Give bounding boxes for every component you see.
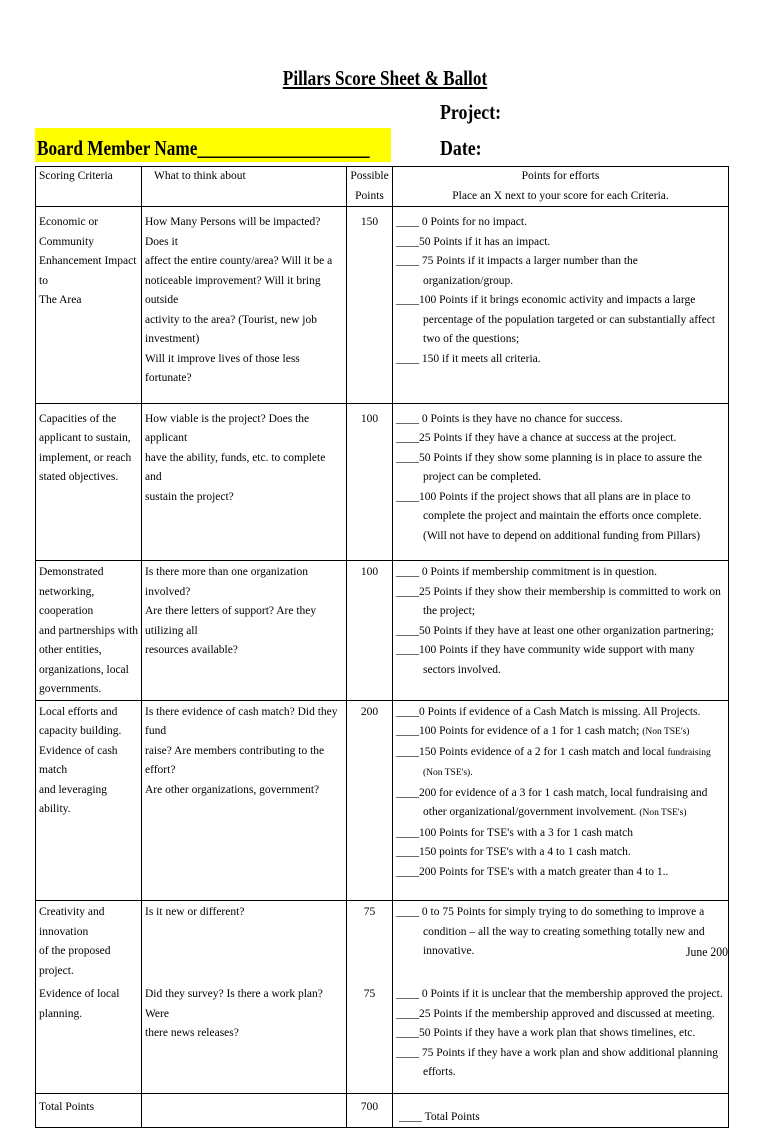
think-cell: [142, 207, 347, 404]
think-line: activity to the area? (Tourist, new job investment): [145, 313, 317, 345]
efforts-cell: [393, 983, 729, 1093]
score-option[interactable]: ____ 75 Points if they have a work plan and show additional planning efforts.: [396, 1046, 718, 1078]
criteria-line: networking, cooperation: [39, 585, 95, 617]
score-option-text: ____100 Points for evidence of a 1 for 1 cash match;: [396, 725, 643, 737]
criteria-cell: [36, 561, 142, 701]
think-line: Are there letters of support? Are they utilizing all: [145, 605, 317, 637]
table-row: [36, 901, 729, 984]
criteria-line: stated objectives.: [39, 471, 119, 483]
score-option-note: (Non TSE's): [639, 808, 687, 818]
efforts-cell: [393, 403, 729, 561]
think-line: Is there evidence of cash match? Did they fund: [145, 705, 338, 737]
criteria-line: Economic or Community: [39, 216, 99, 248]
think-line: affect the entire county/area? Will it be a: [145, 255, 333, 267]
think-line: Will it improve lives of those less fortunate?: [145, 352, 300, 384]
total-think-cell: [142, 1093, 347, 1128]
criteria-line: and partnerships with: [39, 624, 139, 637]
criteria-line: Local efforts and: [39, 705, 118, 718]
total-score-field[interactable]: ____ Total Points: [393, 1093, 729, 1128]
efforts-cell: [393, 700, 729, 901]
think-cell: [142, 901, 347, 984]
score-option[interactable]: ____ 0 to 75 Points for simply trying to do something to improve a condition – all the way to creating something totally new and innovative.: [396, 906, 705, 957]
col-header-possible: Possible Points: [347, 167, 393, 207]
criteria-line: Enhancement Impact to: [39, 255, 137, 287]
score-option[interactable]: [396, 743, 725, 784]
date-label: Date:: [440, 136, 482, 160]
score-option[interactable]: [396, 722, 725, 743]
think-line: Did they survey? Is there a work plan? Were: [145, 988, 323, 1020]
criteria-line: Evidence of cash match: [39, 744, 118, 776]
board-member-name-field[interactable]: Board Member Name____________________: [37, 136, 370, 160]
score-option[interactable]: ____ 0 Points if it is unclear that the membership approved the project.: [396, 988, 723, 1000]
score-option-text: ____100 Points for TSE's with a 3 for 1 cash match: [396, 826, 633, 839]
think-line: Is it new or different?: [145, 906, 245, 918]
think-cell: [142, 983, 347, 1093]
score-option[interactable]: ____ 0 Points is they have no chance for success.: [396, 412, 623, 425]
criteria-cell: [36, 403, 142, 561]
col-header-criteria: Scoring Criteria: [36, 167, 142, 207]
think-line: raise? Are members contributing to the effort?: [145, 744, 325, 776]
score-option[interactable]: ____ 75 Points if it impacts a larger number than the organization/group.: [396, 255, 638, 287]
score-option[interactable]: [396, 824, 725, 844]
think-line: resources available?: [145, 644, 238, 656]
score-option-text: ____150 Points evidence of a 2 for 1 cash match and local: [396, 745, 668, 758]
think-cell: [142, 700, 347, 901]
table-row: [36, 700, 729, 901]
total-points: 700: [347, 1093, 393, 1128]
total-label: Total Points: [36, 1093, 142, 1128]
criteria-line: Evidence of local: [39, 988, 120, 1000]
criteria-line: Demonstrated: [39, 566, 104, 578]
score-option[interactable]: ____ 150 if it meets all criteria.: [396, 352, 541, 365]
table-row: [36, 207, 729, 404]
score-option[interactable]: ____50 Points if they show some planning is in place to assure the project can be completed.: [396, 451, 702, 483]
criteria-line: applicant to sustain,: [39, 432, 131, 444]
possible-points: 150: [347, 207, 393, 404]
score-option-text: ____200 Points for TSE's with a match greater than 4 to 1..: [396, 865, 669, 878]
criteria-line: and leveraging ability.: [39, 783, 108, 815]
score-option[interactable]: [396, 703, 725, 723]
criteria-line: Capacities of the: [39, 412, 117, 425]
score-option[interactable]: ____50 Points if it has an impact.: [396, 235, 551, 248]
score-option[interactable]: ____25 Points if the membership approved and discussed at meeting.: [396, 1007, 715, 1020]
think-line: noticeable improvement? Will it bring outside: [145, 274, 321, 306]
score-option[interactable]: ____ 0 Points if membership commitment is in question.: [396, 566, 657, 578]
footer-date: June 200: [686, 944, 728, 959]
criteria-cell: [36, 700, 142, 901]
score-option[interactable]: ____25 Points if they show their membership is committed to work on the project;: [396, 585, 721, 617]
score-option[interactable]: [396, 863, 725, 883]
criteria-cell: [36, 901, 142, 984]
col-header-think: What to think about: [142, 167, 347, 207]
criteria-line: other entities,: [39, 644, 102, 656]
efforts-cell: [393, 561, 729, 701]
total-row: [36, 1093, 729, 1128]
score-option[interactable]: ____100 Points if they have community wide support with many sectors involved.: [396, 644, 695, 676]
score-option[interactable]: ____50 Points if they have at least one other organization partnering;: [396, 624, 714, 637]
think-line: have the ability, funds, etc. to complete and: [145, 451, 326, 483]
criteria-line: implement, or reach: [39, 451, 132, 464]
possible-points: 100: [347, 561, 393, 701]
col-header-efforts: Points for efforts Place an X next to your score for each Criteria.: [393, 167, 729, 207]
score-option[interactable]: [396, 843, 725, 863]
think-cell: [142, 403, 347, 561]
table-row: [36, 983, 729, 1093]
table-row: [36, 403, 729, 561]
think-cell: [142, 561, 347, 701]
think-line: there news releases?: [145, 1027, 239, 1039]
possible-points: 75: [347, 901, 393, 984]
score-option-text: ____0 Points if evidence of a Cash Match is missing. All Projects.: [396, 705, 701, 718]
efforts-cell: [393, 901, 729, 984]
think-line: How Many Persons will be impacted? Does it: [145, 216, 321, 248]
table-header-row: [36, 167, 729, 207]
score-option-note: fundraising (Non TSE's).: [423, 747, 711, 778]
score-option-text: ____200 for evidence of a 3 for 1 cash match, local fundraising and other organizational/government involvement.: [396, 786, 708, 818]
think-line: Are other organizations, government?: [145, 783, 320, 796]
criteria-cell: [36, 983, 142, 1093]
score-option-note: (Non TSE's): [642, 727, 690, 737]
criteria-line: The Area: [39, 294, 82, 306]
score-option[interactable]: ____100 Points if the project shows that all plans are in place to complete the project and maintain the efforts once complete. (Will not have to depend on additional funding from Pillars): [396, 490, 702, 542]
criteria-cell: [36, 207, 142, 404]
score-table: [35, 166, 729, 1128]
criteria-line: planning.: [39, 1007, 83, 1020]
possible-points: 75: [347, 983, 393, 1093]
possible-points: 200: [347, 700, 393, 901]
score-option[interactable]: ____ 0 Points for no impact.: [396, 216, 527, 228]
criteria-line: Creativity and innovation: [39, 906, 105, 938]
score-option[interactable]: [396, 784, 725, 824]
efforts-cell: [393, 207, 729, 404]
score-option[interactable]: ____50 Points if they have a work plan that shows timelines, etc.: [396, 1027, 696, 1039]
criteria-line: organizations, local: [39, 663, 129, 676]
project-label: Project:: [440, 100, 502, 124]
criteria-line: governments.: [39, 683, 102, 695]
think-line: How viable is the project? Does the applicant: [145, 412, 310, 444]
criteria-line: capacity building.: [39, 725, 122, 737]
score-option-text: ____150 points for TSE's with a 4 to 1 cash match.: [396, 846, 631, 858]
criteria-line: of the proposed project.: [39, 945, 111, 977]
page-title: Pillars Score Sheet & Ballot: [282, 66, 488, 90]
table-row: [36, 561, 729, 701]
think-line: Is there more than one organization involved?: [145, 566, 308, 598]
score-option[interactable]: ____100 Points if it brings economic activity and impacts a large percentage of the population targeted or can substantially affect two of the questions;: [396, 294, 716, 345]
think-line: sustain the project?: [145, 490, 234, 503]
score-option[interactable]: ____25 Points if they have a chance at success at the project.: [396, 432, 677, 444]
possible-points: 100: [347, 403, 393, 561]
